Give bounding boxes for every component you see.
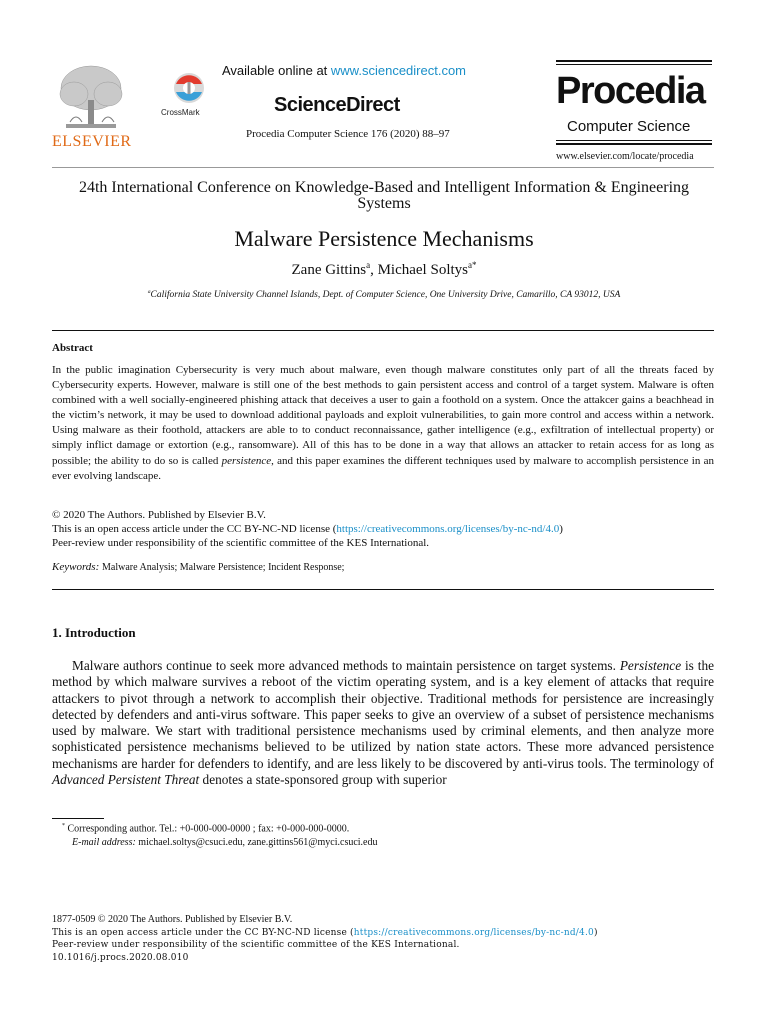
bottom-notice	[52, 914, 714, 964]
keywords-line	[52, 561, 344, 573]
license-prefix: This is an open access article under the CC BY-NC-ND license (	[52, 523, 337, 535]
intro-text: denotes a state-sponsored group with superior	[199, 772, 447, 788]
abstract-top-rule	[52, 330, 714, 331]
footnote-star: *	[62, 823, 65, 829]
peer-review-line: Peer-review under responsibility of the scientific committee of the KES International.	[52, 537, 430, 549]
footnote-rule	[52, 818, 104, 819]
section-heading: 1. Introduction	[52, 625, 136, 640]
author-name: Zane Gittins	[291, 262, 367, 278]
issn: 1877-0509	[52, 914, 96, 925]
procedia-rule-bottom-thin	[556, 140, 712, 141]
crossmark-label: CrossMark	[161, 108, 200, 117]
bottom-license-prefix: This is an open access article under the CC BY-NC-ND license (	[52, 927, 354, 938]
affiliation-mark: a	[147, 289, 151, 295]
license-suffix: )	[559, 523, 563, 535]
procedia-rule-bottom	[556, 143, 712, 145]
procedia-subtitle: Computer Science	[567, 118, 691, 135]
sciencedirect-brand: ScienceDirect	[274, 94, 400, 116]
abstract-part: In the public imagination Cybersecurity is very much about malware, even though malware constitutes only part of all the threats faced by Cybersecurity experts. However, malware is still one of the best methods to gain persistent access and control of a target system. Malware is often combined with a well socially-engineered phishing attack that deceives a user to gain a foothold on a system. Once the attakcer gains a beachhead in the victim’s network, it may be used to download additional payloads and exploit vulnerabilities, to gain more control and access within a network. Using malware as their foothold, attackers are able to to conduct reconnaissance, gather intelligence (e.g., exfiltration of intellectual property) or simply inflict damage or extortion (e.g., ransomware). All of this has to be done in a way that allows an attacker to retain access for as long as possible; the ability to do so is called	[52, 364, 714, 467]
keywords-label: Keywords:	[52, 561, 100, 573]
procedia-rule-top-thin	[556, 64, 712, 65]
sciencedirect-link[interactable]: www.sciencedirect.com	[330, 63, 467, 78]
available-prefix: Available online at	[222, 63, 331, 78]
footnote-email	[72, 837, 378, 848]
procedia-url[interactable]: www.elsevier.com/locate/procedia	[556, 151, 694, 162]
abstract-bottom-rule	[52, 589, 714, 590]
available-online-line	[222, 63, 466, 78]
procedia-wordmark: Procedia	[556, 70, 705, 112]
intro-text: is the method by which malware survives a reboot of the victim operating system, and is a key element of attacks that require attackers to pivot through a network to accomplish their objective. Traditional methods for persistence are increasingly detected by defenders and anti-virus software. This paper seeks to give an overview of a subset of persistence mechanisms used by malware. We start with traditional persistence mechanisms used by criminal elements, and then analyze more sophisticated persistence mechanisms believed to be utilized by nation state actors. These more advanced persistence mechanisms are harder for defenders to identify, and are less likely to be discovered by anti-virus tools. The terminology of	[52, 658, 714, 771]
abstract-emphasis: persistence	[221, 454, 272, 467]
email-label: E-mail address:	[72, 837, 136, 848]
bottom-license-suffix: )	[593, 927, 598, 938]
intro-emphasis: Persistence	[619, 658, 682, 673]
abstract-part: , and this paper examines the different techniques used by malware to accomplish persistence in an ever evolving landscape.	[52, 454, 714, 482]
footnote-corresponding	[62, 823, 349, 834]
corresponding-text: Corresponding author. Tel.: +0-000-000-0000 ; fax: +0-000-000-0000.	[67, 823, 350, 835]
copyright-line: © 2020 The Authors. Published by Elsevier B.V.	[52, 509, 266, 521]
conference-name: 24th International Conference on Knowledge-Based and Intelligent Information & Engineering Systems	[78, 179, 690, 212]
author-line	[52, 260, 716, 279]
intro-paragraph	[52, 658, 714, 788]
bottom-peer-review: Peer-review under responsibility of the scientific committee of the KES International.	[52, 940, 460, 950]
copyright-block	[52, 508, 714, 550]
license-line	[52, 522, 714, 536]
keywords-value: Malware Analysis; Malware Persistence; Incident Response;	[102, 562, 345, 573]
email-value: michael.soltys@csuci.edu, zane.gittins561@myci.csuci.edu	[135, 837, 378, 848]
abstract-text	[52, 363, 714, 484]
author-affil-mark: a	[366, 260, 371, 270]
issn-line	[52, 914, 714, 927]
procedia-rule-top	[556, 60, 712, 62]
elsevier-wordmark: ELSEVIER	[52, 133, 132, 150]
affiliation-text: California State University Channel Islands, Dept. of Computer Science, One University Drive, Camarillo, CA 93012, USA	[150, 290, 621, 301]
issn-rest: © 2020 The Authors. Published by Elsevier B.V.	[95, 914, 293, 925]
intro-text: Malware authors continue to seek more advanced methods to maintain persistence on target systems.	[72, 658, 620, 673]
affiliation	[52, 289, 716, 300]
abstract-heading: Abstract	[52, 342, 93, 354]
license-link[interactable]: https://creativecommons.org/licenses/by-nc-nd/4.0	[336, 523, 560, 535]
author-name: Michael Soltys	[377, 262, 468, 278]
intro-emphasis: Advanced Persistent Threat	[52, 772, 200, 788]
paper-title: Malware Persistence Mechanisms	[234, 226, 534, 251]
doi[interactable]: 10.1016/j.procs.2020.08.010	[52, 952, 189, 963]
author-separator: ,	[370, 262, 378, 278]
journal-reference: Procedia Computer Science 176 (2020) 88–97	[246, 128, 450, 140]
bottom-license-link[interactable]: https://creativecommons.org/licenses/by-nc-nd/4.0	[353, 927, 594, 938]
bottom-license-line	[52, 927, 714, 940]
author-affil-mark: a*	[468, 260, 477, 270]
header-divider	[52, 167, 714, 168]
